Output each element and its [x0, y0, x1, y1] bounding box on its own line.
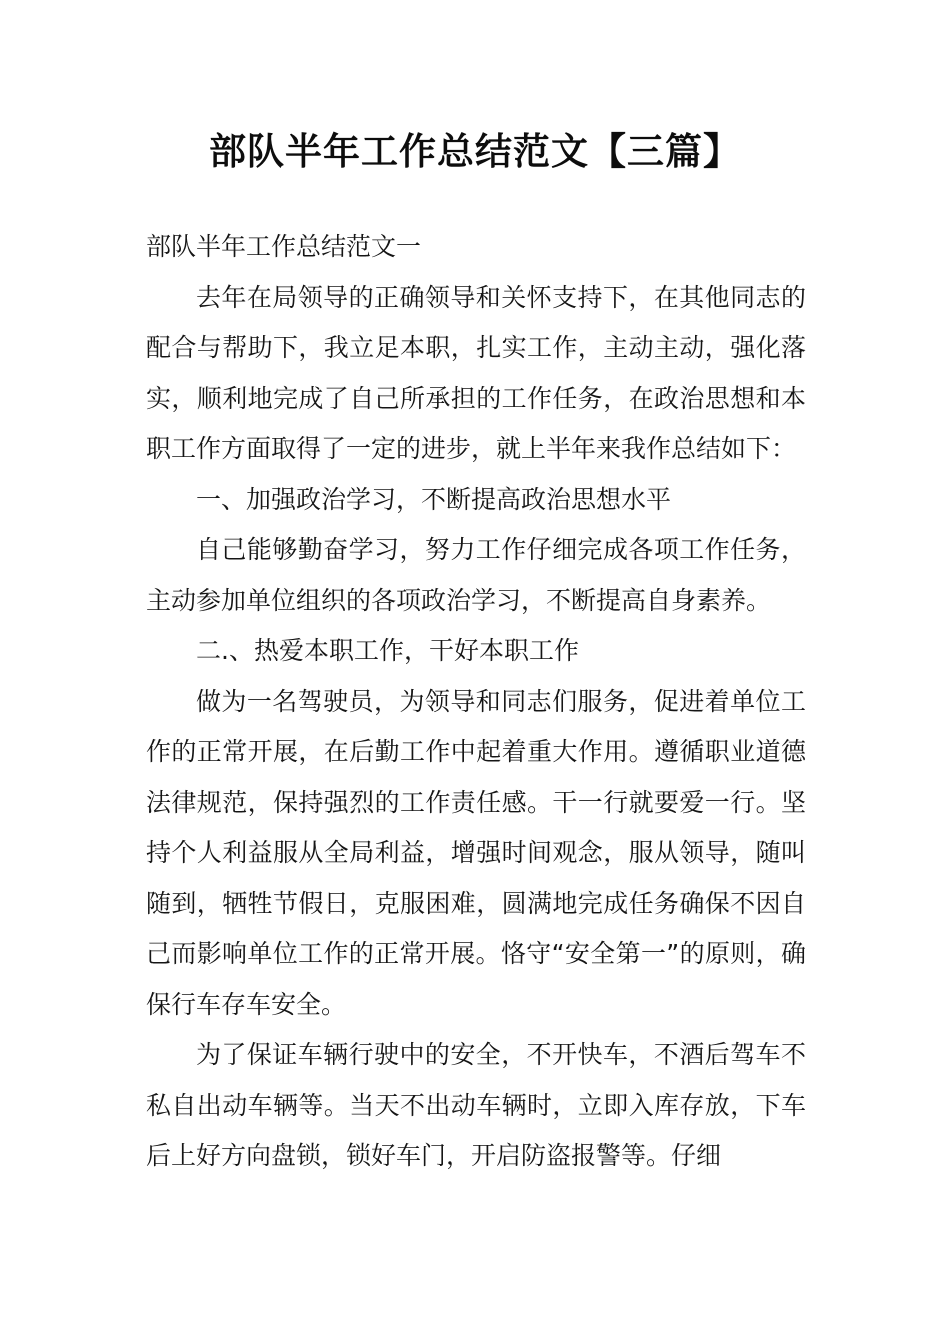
- paragraph-driver-duty: 做为一名驾驶员，为领导和同志们服务，促进着单位工作的正常开展，在后勤工作中起着重大作用。遵循职业道德法律规范，保持强烈的工作责任感。干一行就要爱一行。坚持个人利益服从全局利益，增强时间观念，服从领导，随叫随到，牺牲节假日，克服困难，圆满地完成任务确保不因自己而影响单位工作的正常开展。恪守“安全第一”的原则，确保行车存车安全。: [146, 686, 806, 1019]
- paragraph-intro: 去年在局领导的正确领导和关怀支持下，在其他同志的配合与帮助下，我立足本职，扎实工作，主动主动，强化落实，顺利地完成了自己所承担的工作任务，在政治思想和本职工作方面取得了一定的进步，就上半年来我作总结如下：: [146, 282, 806, 463]
- document-title: 部队半年工作总结范文【三篇】: [209, 130, 741, 173]
- document-body: [146, 222, 806, 1182]
- paragraph-study: 自己能够勤奋学习，努力工作仔细完成各项工作任务，主动参加单位组织的各项政治学习，不断提高自身素养。: [146, 535, 806, 615]
- paragraph-vehicle-safety: 为了保证车辆行驶中的安全，不开快车，不酒后驾车不私自出动车辆等。当天不出动车辆时，立即入库存放，下车后上好方向盘锁，锁好车门，开启防盗报警等。仔细: [146, 1040, 806, 1170]
- paragraph-heading-2: 二.、热爱本职工作，干好本职工作: [196, 636, 579, 665]
- paragraph-heading-1: 一、加强政治学习，不断提高政治思想水平: [196, 484, 672, 514]
- section-heading: 部队半年工作总结范文一: [146, 232, 422, 261]
